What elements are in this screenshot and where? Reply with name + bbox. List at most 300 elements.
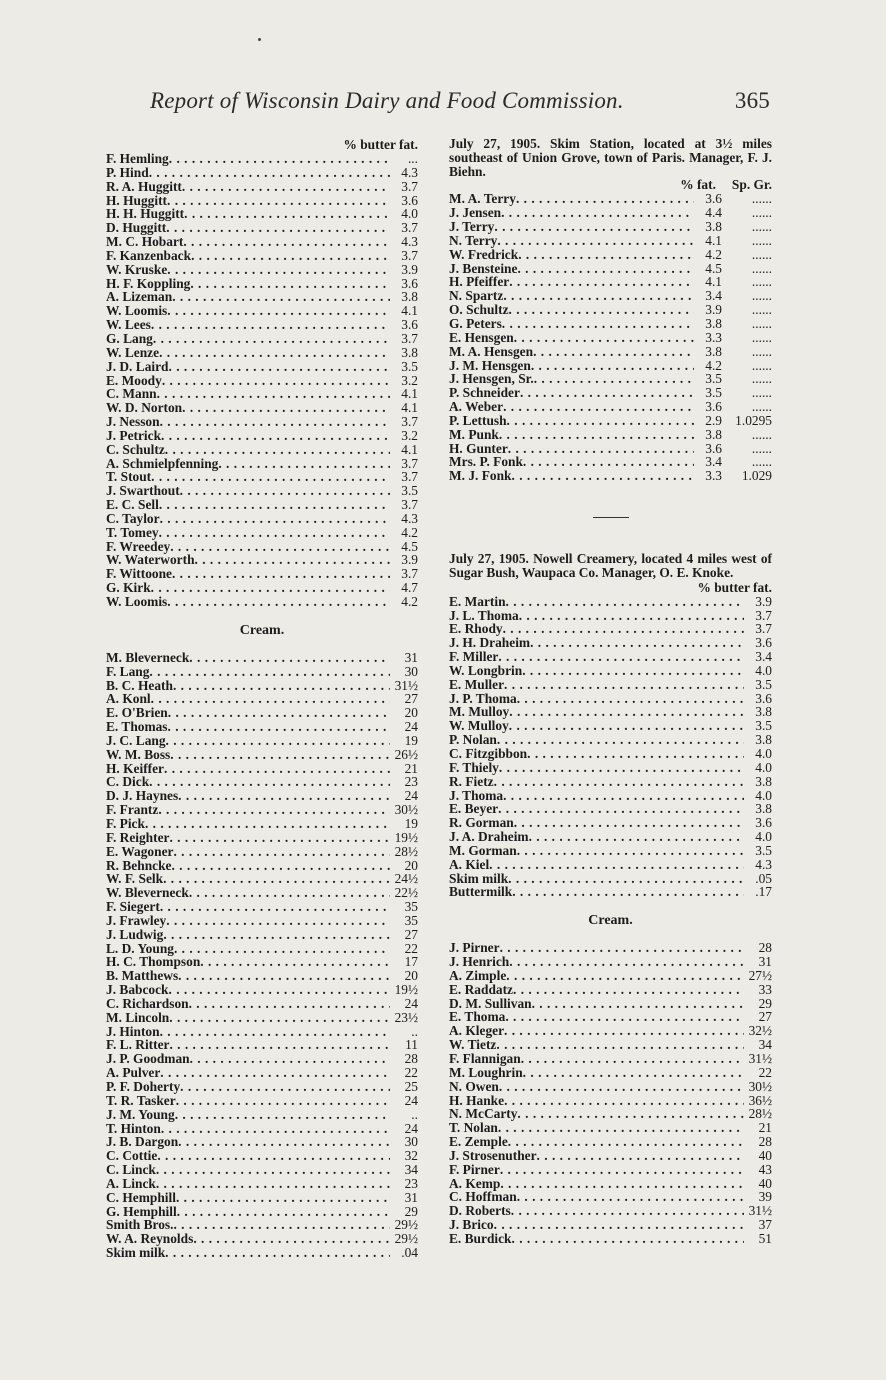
list-item	[106, 817, 418, 831]
patron-name: W. Lenze	[106, 344, 160, 360]
patron-name: T. Tomey	[106, 524, 159, 540]
leader-dots	[534, 372, 694, 386]
list-item	[449, 1190, 772, 1204]
list-item	[449, 719, 772, 733]
test-value: 3.7	[755, 621, 772, 637]
leader-dots	[166, 221, 390, 235]
patron-name: J. Swarthout	[106, 483, 180, 499]
leader-dots	[171, 859, 390, 873]
list-item	[449, 789, 772, 803]
specific-gravity: ......	[751, 274, 772, 290]
leader-dots	[169, 831, 390, 845]
test-value: 24	[404, 1120, 418, 1136]
leader-dots	[520, 386, 694, 400]
list-item	[449, 885, 772, 899]
list-item	[449, 469, 772, 483]
test-value: 28	[404, 1051, 418, 1067]
test-value: 36½	[748, 1092, 772, 1108]
test-value: 3.6	[401, 192, 418, 208]
leader-dots	[161, 1122, 390, 1136]
test-value: 29½	[394, 1231, 418, 1247]
patron-name: F. Reighter	[106, 829, 170, 845]
leader-dots	[163, 872, 390, 886]
test-value: 28	[758, 1134, 772, 1150]
patron-name: B. Matthews	[106, 968, 179, 984]
leader-dots	[172, 567, 390, 581]
leader-dots	[190, 277, 390, 291]
list-item	[449, 1052, 772, 1066]
leader-dots	[168, 720, 390, 734]
leader-dots	[514, 331, 694, 345]
test-value: 19½	[394, 982, 418, 998]
patron-name: J. H. Draheim	[449, 635, 531, 651]
patron-name: M. A. Hensgen	[449, 343, 534, 359]
test-value: 24½	[394, 871, 418, 887]
list-item	[449, 997, 772, 1011]
test-value: 20	[404, 705, 418, 721]
patron-name: A. Lizeman	[106, 289, 173, 305]
test-value: 4.5	[401, 538, 418, 554]
list-item	[449, 234, 772, 248]
page-header	[150, 88, 770, 114]
leader-dots	[177, 1205, 390, 1219]
list-item	[106, 1246, 418, 1260]
test-value: 24	[404, 1092, 418, 1108]
list-item	[449, 331, 772, 345]
list-item	[106, 277, 418, 291]
patron-name: H. Huggitt	[106, 192, 168, 208]
leader-dots	[169, 983, 391, 997]
leader-dots	[537, 1149, 744, 1163]
patron-name: F. Kanzenback	[106, 247, 192, 263]
leader-dots	[159, 526, 390, 540]
specific-gravity: ......	[751, 329, 772, 345]
patron-name: E. Muller	[449, 676, 505, 692]
test-value: ..	[411, 1106, 418, 1122]
patron-name: M. A. Terry	[449, 191, 516, 207]
test-value: 26½	[394, 746, 418, 762]
patron-name: R. Behncke	[106, 857, 172, 873]
nowell-fat-header: % butter fat.	[697, 579, 772, 595]
milk-list	[106, 152, 418, 609]
list-item	[106, 429, 418, 443]
left-column	[106, 137, 418, 1260]
leader-dots	[176, 1191, 390, 1205]
leader-dots	[494, 775, 744, 789]
patron-name: J. Terry	[449, 219, 495, 235]
patron-name: W. Lees	[106, 317, 151, 333]
leader-dots	[149, 665, 390, 679]
patron-name: C. Fitzgibbon	[449, 745, 528, 761]
specific-gravity: 1.029	[741, 468, 772, 484]
patron-name: T. R. Tasker	[106, 1092, 176, 1108]
patron-name: F. Wittoone	[106, 566, 172, 582]
leader-dots	[160, 512, 390, 526]
list-item	[449, 636, 772, 650]
test-value: 3.5	[755, 676, 772, 692]
patron-name: W. Loomis	[106, 303, 168, 319]
patron-name: A. Schmielpfenning	[106, 455, 219, 471]
patron-name: J. Nesson	[106, 414, 160, 430]
patron-name: R. A. Huggitt	[106, 178, 182, 194]
list-item	[106, 1025, 418, 1039]
leader-dots	[160, 415, 390, 429]
list-item	[106, 845, 418, 859]
test-value: 27½	[748, 967, 772, 983]
test-value: 21	[404, 760, 418, 776]
test-value: 22	[404, 940, 418, 956]
leader-dots	[195, 553, 390, 567]
list-item	[449, 275, 772, 289]
list-item	[106, 512, 418, 526]
test-value: 28½	[748, 1106, 772, 1122]
patron-name: H. Pfeiffer	[449, 274, 510, 290]
test-value: 3.8	[755, 704, 772, 720]
leader-dots	[497, 733, 744, 747]
page-speck	[258, 38, 261, 41]
specific-gravity: ......	[751, 302, 772, 318]
patron-name: N. Spartz	[449, 288, 504, 304]
list-item	[449, 248, 772, 262]
leader-dots	[149, 166, 390, 180]
list-item	[449, 678, 772, 692]
leader-dots	[504, 1024, 744, 1038]
page-number: 365	[734, 88, 770, 113]
list-item	[449, 386, 772, 400]
patron-name: E. Moody	[106, 372, 162, 388]
test-value: 30	[404, 1134, 418, 1150]
list-item	[106, 651, 418, 665]
list-item	[106, 665, 418, 679]
list-item	[106, 152, 418, 166]
patron-name: W. Bleverneck	[106, 885, 189, 901]
patron-name: A. Kleger	[449, 1023, 505, 1039]
patron-name: F. Flannigan	[449, 1051, 521, 1067]
patron-name: Skim milk	[106, 1245, 166, 1261]
test-value: 3.5	[705, 371, 722, 387]
test-value: 31	[404, 1189, 418, 1205]
test-value: 4.1	[401, 400, 418, 416]
list-item	[106, 1135, 418, 1149]
list-item	[449, 1135, 772, 1149]
list-item	[106, 1149, 418, 1163]
specific-gravity: ......	[751, 357, 772, 373]
list-item	[106, 734, 418, 748]
patron-name: J. A. Draheim	[449, 829, 529, 845]
test-value: 3.8	[755, 773, 772, 789]
list-item	[449, 206, 772, 220]
leader-dots	[168, 706, 390, 720]
test-value: 3.7	[401, 220, 418, 236]
list-item	[106, 775, 418, 789]
test-value: ...	[407, 151, 418, 166]
list-item	[106, 969, 418, 983]
leader-dots	[157, 387, 390, 401]
leader-dots	[218, 457, 390, 471]
list-item	[449, 955, 772, 969]
leader-dots	[529, 830, 744, 844]
list-item	[106, 374, 418, 388]
list-item	[106, 762, 418, 776]
test-value: 4.0	[755, 745, 772, 761]
patron-name: E. Thomas	[106, 719, 168, 735]
test-value: 3.6	[401, 275, 418, 291]
leader-dots	[509, 275, 694, 289]
leader-dots	[512, 469, 695, 483]
leader-dots	[170, 540, 390, 554]
list-item	[449, 1163, 772, 1177]
test-value: 19	[404, 815, 418, 831]
test-value: 3.3	[705, 468, 722, 484]
leader-dots	[523, 455, 694, 469]
leader-dots	[189, 651, 390, 665]
leader-dots	[151, 581, 390, 595]
test-value: 4.3	[401, 234, 418, 250]
patron-name: H. F. Koppling	[106, 275, 191, 291]
leader-dots	[145, 817, 390, 831]
test-value: 3.5	[705, 385, 722, 401]
list-item	[106, 1066, 418, 1080]
leader-dots	[200, 955, 390, 969]
patron-name: C. Hemphill	[106, 1189, 176, 1205]
leader-dots	[497, 234, 694, 248]
leader-dots	[166, 914, 390, 928]
test-value: 3.9	[705, 302, 722, 318]
test-value: 3.8	[705, 219, 722, 235]
leader-dots	[499, 428, 694, 442]
leader-dots	[176, 1094, 390, 1108]
patron-name: H. H. Huggitt	[106, 206, 185, 222]
list-item	[449, 664, 772, 678]
list-item	[106, 443, 418, 457]
cream-section-title: Cream.	[239, 622, 285, 638]
patron-name: Smith Bros.	[106, 1217, 174, 1233]
patron-name: N. McCarty	[449, 1106, 518, 1122]
section-divider	[593, 517, 629, 518]
list-item	[106, 679, 418, 693]
nowell-intro: July 27, 1905. Nowell Creamery, located 4 miles west of Sugar Bush, Waupaca Co. Manager, O. E. Knoke.	[449, 551, 772, 580]
patron-name: D. M. Sullivan	[449, 995, 532, 1011]
test-value: 3.9	[755, 593, 772, 609]
patron-name: A. Konl	[106, 691, 151, 707]
specific-gravity: ......	[751, 385, 772, 401]
test-value: 17	[404, 954, 418, 970]
patron-name: G. Kirk	[106, 580, 151, 596]
patron-name: E. Zemple	[449, 1134, 508, 1150]
patron-name: E. Wagoner	[106, 843, 174, 859]
list-item	[106, 928, 418, 942]
list-item	[106, 332, 418, 346]
list-item	[106, 318, 418, 332]
list-item	[449, 400, 772, 414]
cream-list	[106, 651, 418, 1260]
test-value: 31½	[394, 677, 418, 693]
list-item	[449, 1024, 772, 1038]
specific-gravity: ......	[751, 371, 772, 387]
list-item	[449, 830, 772, 844]
test-value: 24	[404, 719, 418, 735]
test-value: 51	[758, 1230, 772, 1246]
patron-name: F. Lang	[106, 663, 150, 679]
leader-dots	[513, 983, 744, 997]
list-item	[106, 803, 418, 817]
patron-name: H. Hanke	[449, 1092, 505, 1108]
leader-dots	[509, 955, 744, 969]
test-value: 4.2	[705, 246, 722, 262]
leader-dots	[505, 1010, 744, 1024]
leader-dots	[503, 400, 694, 414]
test-value: 4.1	[705, 274, 722, 290]
test-value: 30½	[394, 802, 418, 818]
patron-name: E. Raddatz	[449, 981, 513, 997]
test-value: 29½	[394, 1217, 418, 1233]
test-value: 11	[405, 1037, 418, 1053]
list-item	[449, 761, 772, 775]
leader-dots	[151, 692, 390, 706]
patron-name: F. L. Ritter	[106, 1037, 170, 1053]
test-value: 24	[404, 995, 418, 1011]
test-value: 34	[758, 1037, 772, 1053]
list-item	[106, 346, 418, 360]
leader-dots	[522, 664, 744, 678]
test-value: 3.8	[705, 315, 722, 331]
test-value: 27	[404, 691, 418, 707]
list-item	[449, 1177, 772, 1191]
leader-dots	[498, 650, 744, 664]
test-value: 22	[404, 1065, 418, 1081]
patron-name: W. Waterworth	[106, 552, 195, 568]
patron-name: B. C. Heath	[106, 677, 173, 693]
patron-name: H. C. Thompson	[106, 954, 201, 970]
test-value: 4.2	[401, 524, 418, 540]
leader-dots	[193, 1232, 390, 1246]
patron-name: W. M. Boss	[106, 746, 171, 762]
leader-dots	[509, 303, 694, 317]
leader-dots	[153, 332, 390, 346]
patron-name: Skim milk	[449, 870, 509, 886]
list-item	[106, 997, 418, 1011]
patron-name: P. Hind	[106, 164, 149, 180]
patron-name: G. Hemphill	[106, 1203, 177, 1219]
test-value: 4.4	[705, 205, 722, 221]
leader-dots	[159, 498, 390, 512]
list-item	[106, 1122, 418, 1136]
test-value: 3.4	[755, 649, 772, 665]
list-item	[106, 1080, 418, 1094]
list-item	[106, 194, 418, 208]
test-value: 4.1	[401, 303, 418, 319]
test-value: 22½	[394, 885, 418, 901]
list-item	[106, 484, 418, 498]
test-value: 4.0	[755, 787, 772, 803]
test-value: 20	[404, 968, 418, 984]
list-item	[449, 802, 772, 816]
list-item	[449, 428, 772, 442]
right-column	[449, 137, 772, 1246]
leader-dots	[517, 1190, 744, 1204]
test-value: 3.7	[401, 247, 418, 263]
patron-name: M. C. Hobart	[106, 234, 184, 250]
leader-dots	[494, 220, 694, 234]
sp-gr-column-head: Sp. Gr.	[731, 177, 772, 193]
patron-name: D. Huggitt	[106, 220, 167, 236]
leader-dots	[503, 789, 744, 803]
list-item	[449, 1232, 772, 1246]
list-item	[106, 401, 418, 415]
leader-dots	[173, 679, 390, 693]
list-item	[106, 1163, 418, 1177]
test-value: 39	[758, 1189, 772, 1205]
list-item	[106, 1177, 418, 1191]
patron-name: F. Miller	[449, 649, 499, 665]
list-item	[106, 581, 418, 595]
patron-name: C. Dick	[106, 774, 150, 790]
leader-dots	[527, 747, 744, 761]
test-value: 2.9	[705, 412, 722, 428]
leader-dots	[517, 844, 744, 858]
patron-name: M. Loughrin	[449, 1064, 523, 1080]
list-item	[106, 1108, 418, 1122]
test-value: 3.8	[705, 426, 722, 442]
leader-dots	[499, 1080, 744, 1094]
test-value: 3.6	[705, 440, 722, 456]
running-title: Report of Wisconsin Dairy and Food Commission.	[150, 88, 624, 113]
skim-station-list	[449, 192, 772, 483]
patron-name: W. F. Selk	[106, 871, 164, 887]
list-item	[106, 457, 418, 471]
leader-dots	[160, 900, 390, 914]
leader-dots	[169, 152, 390, 166]
test-value: 3.5	[755, 842, 772, 858]
list-item	[449, 455, 772, 469]
skim-station-intro: July 27, 1905. Skim Station, located at 3½ miles southeast of Union Grove, town of Paris. Manager, F. J. Biehn.	[449, 136, 772, 179]
patron-name: J. Pirner	[449, 940, 500, 956]
patron-name: J. C. Lang	[106, 732, 166, 748]
test-value: 4.0	[755, 759, 772, 775]
patron-name: C. Cottie	[106, 1148, 158, 1164]
list-item	[449, 303, 772, 317]
list-item	[106, 942, 418, 956]
patron-name: P. F. Doherty	[106, 1079, 181, 1094]
list-item	[449, 1038, 772, 1052]
test-value: 34	[404, 1162, 418, 1178]
leader-dots	[158, 803, 390, 817]
test-value: 3.7	[401, 455, 418, 471]
leader-dots	[169, 1038, 390, 1052]
patron-name: J. P. Goodman	[106, 1051, 190, 1067]
leader-dots	[169, 360, 391, 374]
patron-name: A. Linck	[106, 1175, 156, 1191]
patron-name: C. Schultz	[106, 441, 165, 457]
test-value: 32½	[748, 1023, 772, 1039]
leader-dots	[530, 636, 744, 650]
test-value: 3.2	[401, 427, 418, 443]
specific-gravity: ......	[751, 343, 772, 359]
test-value: 3.7	[401, 178, 418, 194]
patron-name: J. Ludwig	[106, 926, 164, 942]
list-item	[106, 720, 418, 734]
list-item	[449, 442, 772, 456]
patron-name: E. Burdick	[449, 1230, 512, 1246]
test-value: 3.4	[705, 288, 722, 304]
test-value: 29	[758, 995, 772, 1011]
patron-name: J. Henrich	[449, 954, 510, 970]
leader-dots	[172, 290, 390, 304]
list-item	[449, 1149, 772, 1163]
test-value: 3.7	[401, 414, 418, 430]
test-value: 4.3	[755, 856, 772, 872]
test-value: 3.5	[755, 718, 772, 734]
